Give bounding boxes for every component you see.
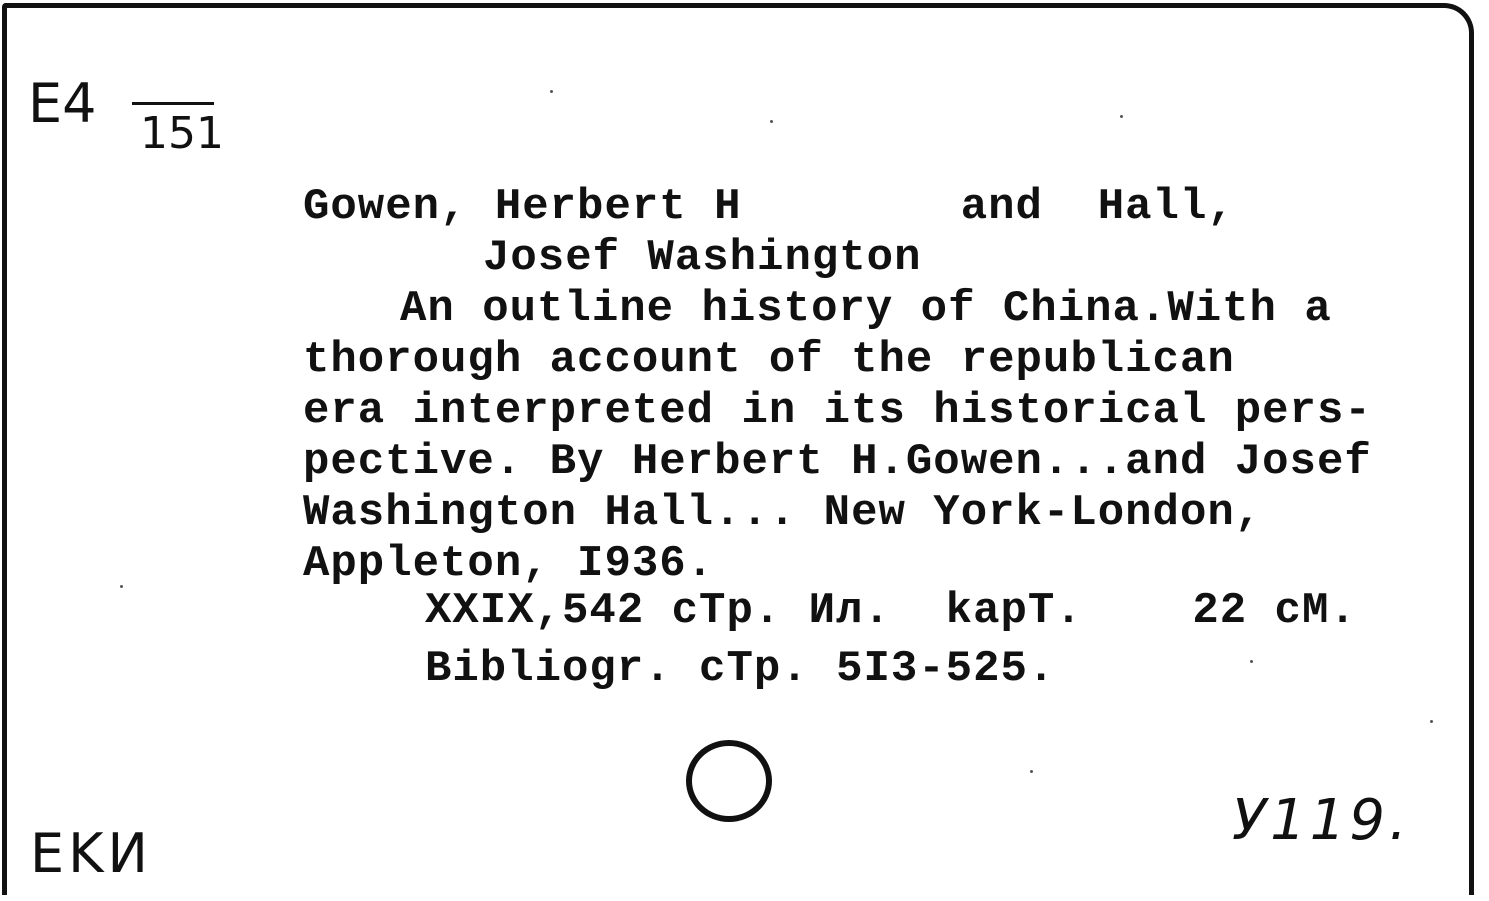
author-heading: Gowen, Herbert H and Hall, <box>303 182 1235 232</box>
handwritten-note-left: EKИ <box>30 822 152 885</box>
speck <box>1120 115 1123 118</box>
handwritten-note-right: У119. <box>1232 788 1411 853</box>
title-line: era interpreted in its historical pers- <box>303 386 1372 436</box>
call-number-number: 151 <box>140 108 224 159</box>
author-heading-continued: Josef Washington <box>483 233 922 283</box>
speck <box>1430 720 1433 723</box>
speck <box>120 585 123 588</box>
collation-line: XXIX,542 cTp. Ил. kapT. 22 cM. <box>425 586 1357 636</box>
call-number-fraction-bar <box>132 102 214 105</box>
title-line: An outline history of China.With a <box>400 284 1332 334</box>
title-line: pective. By Herbert H.Gowen...and Josef <box>303 437 1372 487</box>
speck <box>1250 660 1253 663</box>
title-line: Washington Hall... New York-London, <box>303 488 1263 538</box>
speck <box>550 90 553 93</box>
punch-hole <box>686 740 772 822</box>
speck <box>770 120 773 123</box>
title-line: thorough account of the republican <box>303 335 1235 385</box>
speck <box>1030 770 1033 773</box>
bibliography-note: Bibliogr. cTp. 5I3-525. <box>425 644 1056 694</box>
call-number-class: E4 <box>28 72 97 135</box>
title-line: Appleton, I936. <box>303 539 715 589</box>
